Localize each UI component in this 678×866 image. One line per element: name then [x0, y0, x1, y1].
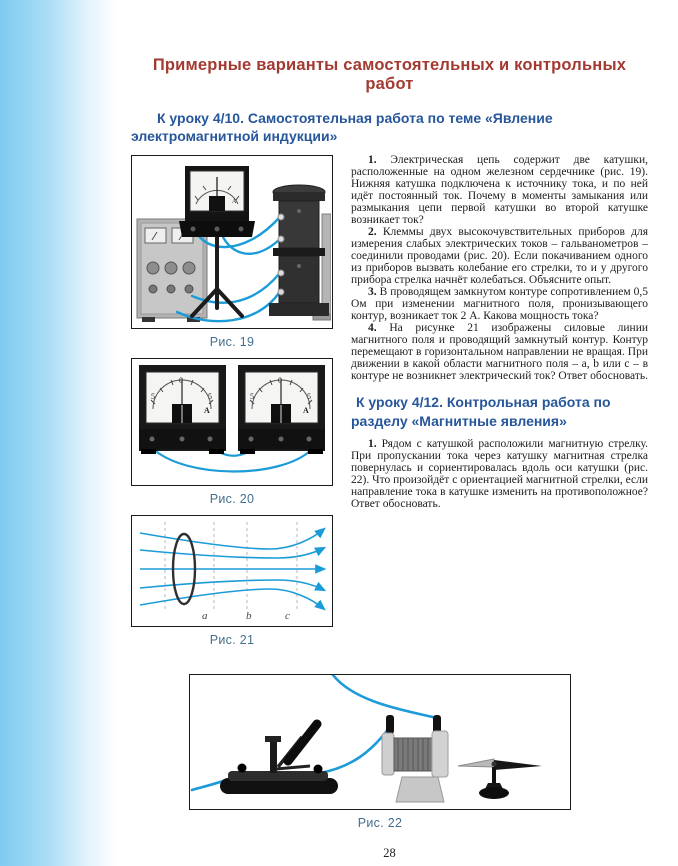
- question-3: 3. В проводящем замкнутом контуре сопротивлением 0,5 Ом при изменении магнитного поля, пронизывающего контур, возникает ток 2 А. Какова мощность тока?: [351, 285, 648, 322]
- figure-20-caption: Рис. 20: [209, 492, 255, 507]
- section2-question-1: 1. Рядом с катушкой расположили магнитную стрелку. При пропускании тока через катушку магнитная стрелка повернулась и сориентировалась вдоль оси катушки (рис. 22). Что произойдёт с ориентацией магнитной стрелки, если направление тока в катушке изменить на противоположное? Ответ обосновать.: [351, 438, 649, 511]
- svg-text:0: 0: [179, 376, 183, 386]
- figure-22-photo: [189, 674, 571, 810]
- figure-22-block: [189, 674, 571, 830]
- region-label-a: a: [202, 610, 208, 623]
- region-label-b: b: [246, 610, 252, 623]
- figure-22-caption: Рис. 22: [357, 816, 403, 831]
- page-content: [131, 48, 648, 861]
- section2-heading: К уроку 4/12. Контрольная работа по разделу «Магнитные явления»: [351, 394, 611, 430]
- svg-text:5: 5: [250, 392, 254, 402]
- left-edge-gradient: [0, 0, 118, 866]
- figure-21-diagram: [131, 515, 333, 627]
- svg-text:5: 5: [151, 392, 155, 402]
- svg-text:A: A: [204, 406, 210, 416]
- question-4: 4. На рисунке 21 изображены силовые линии магнитного поля и проводящий замкнутый контур. Контур перемещают в горизонтальном направлении не вращая. При движении в какой области магнитного поля – a, b или c – в контуре не возникнет электрический ток? Ответ обосновать.: [351, 321, 649, 382]
- svg-text:5: 5: [307, 392, 311, 402]
- figure-19-photo: [131, 155, 333, 329]
- figure-20-photo: [131, 358, 333, 486]
- question-2: 2. Клеммы двух высокочувствительных приборов для измерения слабых электрических токов – гальванометров – соединили проводами (рис. 20). Если покачиванием одного из приборов вызвать колебание его стрелки, то и у другого прибора стрелка начнёт колебаться. Объясните опыт.: [351, 226, 648, 286]
- figures-column: [131, 155, 333, 656]
- figure-21-caption: Рис. 21: [209, 633, 255, 648]
- svg-text:5: 5: [208, 392, 212, 402]
- region-label-c: c: [285, 610, 290, 623]
- fig22-drawing: [190, 675, 569, 804]
- fig20-drawing: [132, 359, 331, 485]
- galvanometer-left: [139, 365, 226, 454]
- page-title: Примерные варианты самостоятельных и контрольных работ: [152, 56, 627, 93]
- galvanometer-right: [238, 365, 325, 454]
- page-number: 28: [383, 846, 396, 861]
- question-1: 1. Электрическая цепь содержит две катушки, расположенные на одном железном сердечнике (рис. 19). Нижняя катушка подключена к источнику тока, и по ней идёт постоянный ток. Почему в моменты замыкания или размыкания цепи первой катушки во второй катушке возникает ток?: [351, 154, 649, 227]
- fig19-meter-unit: A: [232, 199, 237, 206]
- section1-heading: К уроку 4/10. Самостоятельная работа по теме «Явление электромагнитной индукции»: [131, 110, 553, 145]
- fig19-drawing: [132, 156, 331, 328]
- svg-text:A: A: [303, 406, 309, 416]
- text-column: [351, 155, 648, 511]
- two-column-layout: [131, 155, 648, 656]
- svg-text:0: 0: [278, 376, 282, 386]
- fig21-drawing: [132, 516, 331, 626]
- figure-19-caption: Рис. 19: [209, 335, 255, 350]
